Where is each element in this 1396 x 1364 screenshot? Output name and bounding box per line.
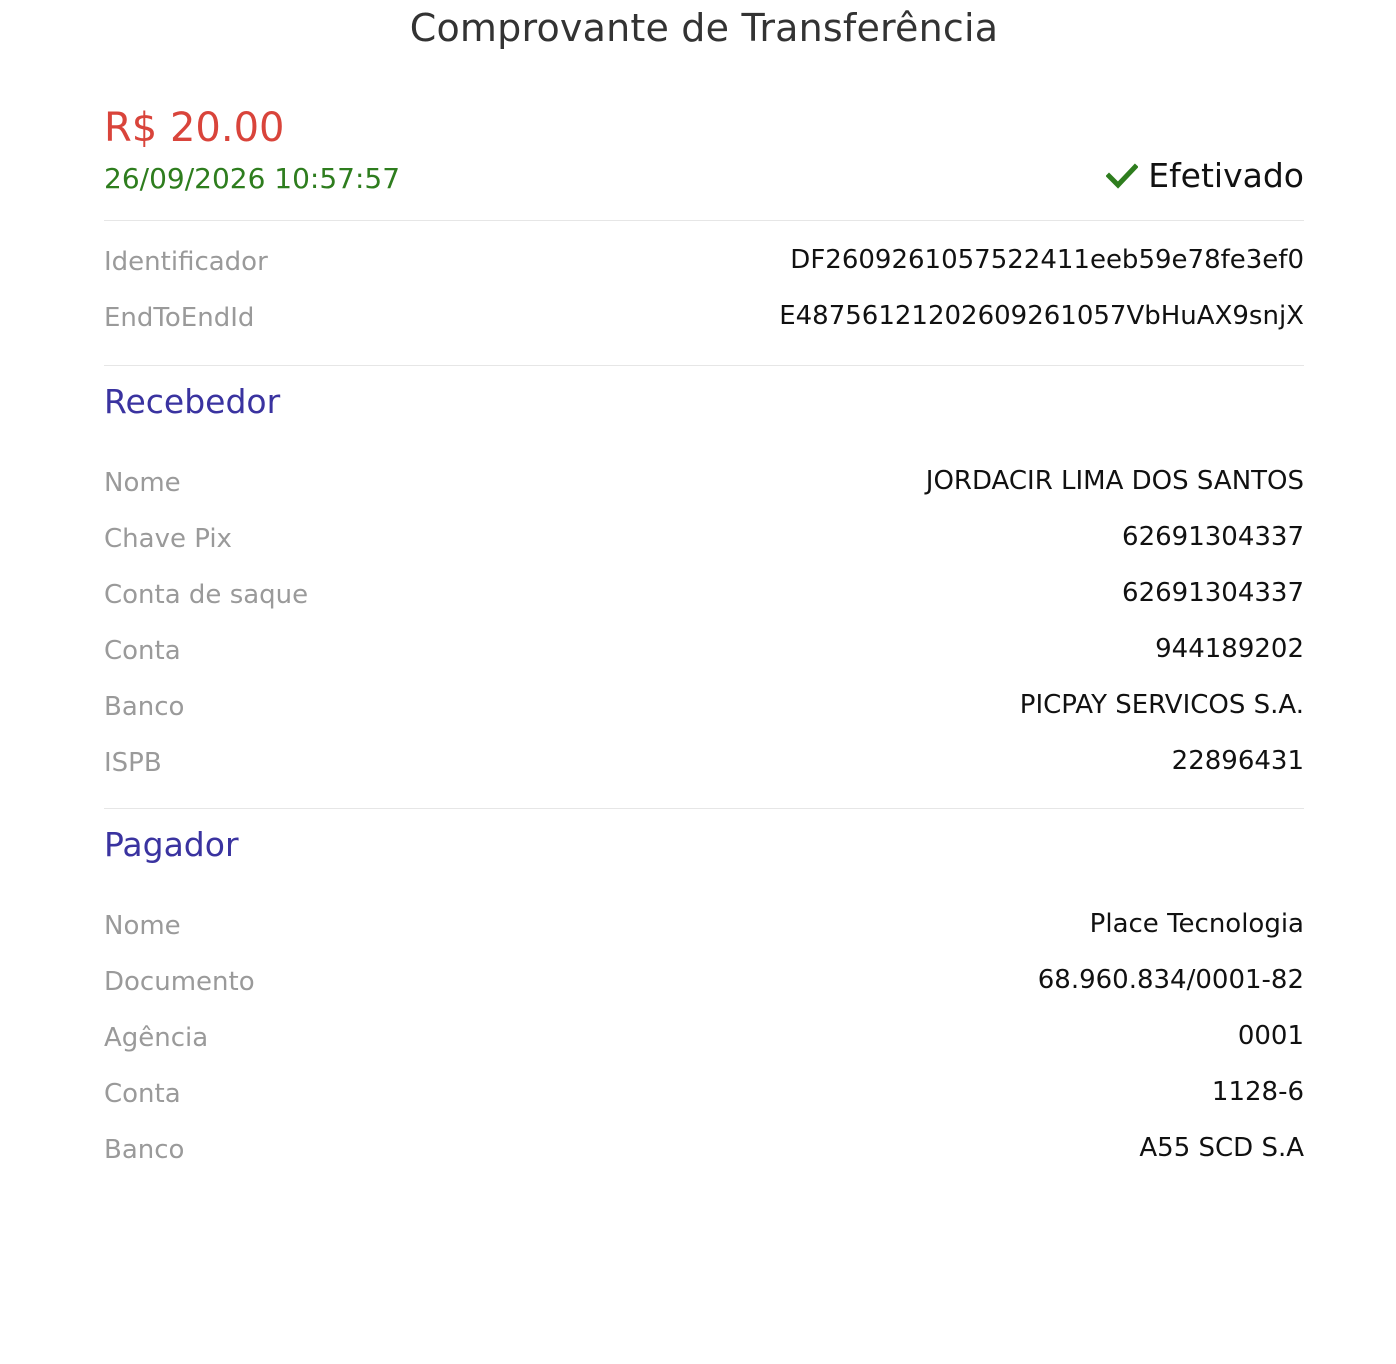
row-value: 944189202 [1155,634,1304,664]
receipt-content [104,100,1304,1179]
check-icon [1106,163,1138,189]
end-to-end-value: E48756121202609261057VbHuAX9snjX [779,301,1304,331]
row-label: Chave Pix [104,524,232,554]
page-title: Comprovante de Transferência [409,6,999,50]
amount: R$ 20.00 [104,105,285,151]
row-label: Nome [104,468,181,498]
row-value: JORDACIR LIMA DOS SANTOS [925,466,1304,496]
row-label: Conta de saque [104,580,309,610]
date-status-row [104,156,1304,220]
pagador-row-documento [104,955,1304,1011]
row-value: Place Tecnologia [1089,909,1304,939]
pagador-row-conta [104,1067,1304,1123]
pagador-row-nome [104,899,1304,955]
recebedor-row-chave-pix [104,512,1304,568]
id-value: DF2609261057522411eeb59e78fe3ef0 [790,245,1304,275]
status-label: Efetivado [1148,156,1304,195]
row-value: A55 SCD S.A [1139,1133,1304,1163]
row-label: Banco [104,1135,185,1165]
recebedor-row-banco [104,680,1304,736]
recebedor-row-ispb [104,736,1304,792]
end-to-end-label: EndToEndId [104,303,255,333]
row-label: Agência [104,1023,209,1053]
row-value: 0001 [1237,1021,1304,1051]
pagador-row-banco [104,1123,1304,1179]
row-label: Conta [104,1079,181,1109]
id-row [104,235,1304,291]
status-badge [1106,156,1304,195]
row-label: ISPB [104,748,162,778]
row-value: 1128-6 [1211,1077,1304,1107]
row-label: Banco [104,692,185,722]
recebedor-row-conta-saque [104,568,1304,624]
pagador-row-agencia [104,1011,1304,1067]
row-value: 68.960.834/0001-82 [1037,965,1304,995]
recebedor-row-nome [104,456,1304,512]
row-label: Conta [104,636,181,666]
id-label: Identificador [104,247,268,277]
section-title-pagador: Pagador [104,825,239,864]
row-value: 62691304337 [1122,578,1304,608]
recebedor-row-conta [104,624,1304,680]
transaction-datetime: 26/09/2026 10:57:57 [104,162,401,195]
row-label: Documento [104,967,255,997]
row-value: 22896431 [1171,746,1304,776]
row-value: 62691304337 [1122,522,1304,552]
row-value: PICPAY SERVICOS S.A. [1019,690,1304,720]
end-to-end-row [104,291,1304,347]
section-title-recebedor: Recebedor [104,382,281,421]
row-label: Nome [104,911,181,941]
